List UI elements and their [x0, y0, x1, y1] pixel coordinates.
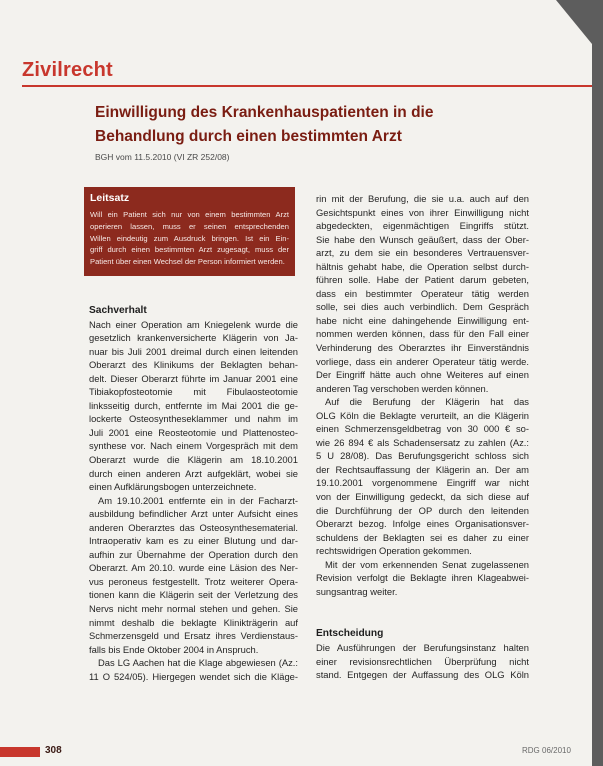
- article-title: [95, 101, 433, 149]
- text-line: von der Einwilligung gedeckt, da sich diese auf: [316, 491, 529, 503]
- paragraph: [89, 318, 298, 494]
- text-line: ausbildung befindlicher Arzt unter Aufsicht eines: [89, 508, 298, 520]
- article-title-line: Einwilligung des Krankenhauspatienten in die: [95, 104, 434, 121]
- text-line: Schmerzensgeld und Ersatz ihres Verdienstaus-: [89, 630, 298, 642]
- paragraph: [316, 192, 529, 395]
- text-line: vorliege, dass ein anderer Operateur tätig werde.: [316, 355, 529, 367]
- text-line: rechtswidrigen Operation gekommen.: [316, 545, 472, 557]
- article-title-line: Behandlung durch einen bestimmten Arzt: [95, 128, 402, 145]
- leitsatz-box: [84, 187, 295, 276]
- section-label: Zivilrecht: [22, 59, 113, 81]
- text-line: Das LG Aachen hat die Klage abgewiesen (Az.:: [98, 657, 298, 669]
- paragraph: [316, 395, 529, 558]
- text-line: anderen Oberarztes das Osteosynthesematerial.: [89, 521, 298, 533]
- text-line: der Rechtsauffassung der Klägerin an. Der am: [316, 463, 529, 475]
- text-line: sungsantrag weiter.: [316, 585, 398, 597]
- text-line: Auf die Berufung der Klägerin hat das: [325, 396, 529, 408]
- left-text-column: [89, 304, 298, 683]
- text-line: Juli 2001 eine Reosteotomie und Plattenosteo-: [89, 426, 298, 438]
- text-line: synthese vor. Nach einem Vorgespräch mit dem: [89, 440, 298, 452]
- text-line: rin mit der Berufung, die sie u.a. auch auf den: [316, 193, 529, 204]
- text-line: Oberarzt. Am 20.10. wurde eine Läsion des Ner-: [89, 562, 298, 574]
- leitsatz-line: operieren lassen, muss er seinen entsprechenden: [90, 221, 289, 231]
- leitsatz-heading: Leitsatz: [90, 192, 130, 204]
- text-line: Oberarzt des Klinikums der Beklagten behan-: [89, 359, 298, 371]
- text-line: Am 19.10.2001 entfernte ein in der Facharzt-: [98, 494, 298, 506]
- text-line: nommen werden können, dass für den Fall einer: [316, 328, 529, 340]
- text-line: Revision verfolgt die Beklagte ihren Klageabwei-: [316, 572, 529, 584]
- text-line: 11 O 524/05). Hiergegen wendet sich die Kläge-: [89, 670, 298, 682]
- text-line: arzt, zu dem sie ein besonderes Vertrauensver-: [316, 247, 529, 259]
- section-divider: [22, 85, 592, 87]
- court-citation: BGH vom 11.5.2010 (VI ZR 252/08): [95, 152, 230, 162]
- text-line: wie 26 894 € als Schadensersatz zu zahlen (Az.:: [316, 436, 529, 448]
- text-line: Tibiakopfosteotomie mit Fibulaosteotomie: [89, 386, 298, 398]
- text-line: Verhinderung des Oberarztes ihr Einverständnis: [316, 342, 529, 354]
- paragraph: [89, 656, 298, 683]
- issue-label: RDG 06/2010: [522, 746, 571, 755]
- text-line: 19.10.2001 vorgenommene Eingriff war nicht: [316, 477, 529, 489]
- text-line: einen Aufklärungsbogen unterzeichnete.: [89, 481, 257, 493]
- text-line: durch einen anderen Arzt aufgeklärt, wobei sie: [89, 467, 298, 479]
- text-line: solle, sei dies auch verbindlich. Dem Gespräch: [316, 301, 529, 313]
- text-line: lockerte Osteosyntheseklammer und nahm im: [89, 413, 298, 425]
- text-line: die Durchführung der OP durch den leitenden: [316, 504, 529, 516]
- leitsatz-line: Will ein Patient sich nur von einem bestimmten Arzt: [90, 210, 289, 219]
- text-line: Mit der vom erkennenden Senat zugelassenen: [325, 558, 529, 570]
- text-line: falls bis Ende Oktober 2004 in Anspruch.: [89, 643, 259, 655]
- text-line: Die Ausführungen der Berufungsinstanz halten: [316, 641, 529, 653]
- text-line: führen solle. Habe der Patient darum gebeten,: [316, 274, 529, 286]
- leitsatz-line: Patient über einen Wechsel der Person informiert werden.: [90, 257, 285, 267]
- paragraph: [89, 494, 298, 657]
- text-line: abgedeckten, eigenmächtigen Eingriffs stützt.: [316, 220, 529, 232]
- text-line: Nervs nicht mehr normal stehen und gehen. Sie: [89, 603, 298, 615]
- right-text-column: [316, 192, 529, 682]
- paragraph: [316, 641, 529, 682]
- text-line: habe nicht eine dahingehende Einwilligung ent-: [316, 314, 529, 326]
- text-line: gesetzlich krankenversicherte Klägerin von Ja-: [89, 332, 298, 344]
- text-line: OLG Köln die Beklagte verurteilt, an die Klägerin: [316, 409, 529, 421]
- text-line: Der Eingriff hätte auch ohne Weiteres auf einen: [316, 369, 529, 381]
- text-line: 5 U 28/08). Das Berufungsgericht schloss sich: [316, 450, 529, 462]
- text-line: Sie habe den Wunsch geäußert, dass der Ober-: [316, 233, 529, 245]
- text-line: schuldens der Beklagten sei es daher zu einer: [316, 531, 529, 543]
- text-line: nuar bis Juli 2001 dreimal durch einen leitenden: [89, 345, 298, 357]
- text-line: vus peroneus festgestellt. Trotz weiterer Opera-: [89, 575, 298, 587]
- leitsatz-line: griff durch einen bestimmten Arzt zugesagt, muss der: [90, 245, 289, 255]
- text-line: anderen Tag verschoben werden können.: [316, 382, 489, 394]
- text-line: Oberarzt bezog. Infolge eines Organisationsver-: [316, 518, 529, 530]
- text-line: tionen kann die Klägerin seit der Verletzung des: [89, 589, 298, 601]
- text-line: stand. Entgegen der Auffassung des OLG Köln: [316, 669, 529, 681]
- text-line: Nach einer Operation am Kniegelenk wurde die: [89, 318, 298, 330]
- text-line: Intraoperativ kam es zu einer Blutung und dar-: [89, 535, 298, 547]
- text-line: Oberarzt wurde die Klägerin am 18.10.2001: [89, 454, 298, 466]
- text-line: aufhin zur Übernahme der Operation durch den: [89, 548, 298, 560]
- section-heading: Sachverhalt: [89, 305, 147, 316]
- page-number: 308: [45, 745, 62, 756]
- text-line: dass ein bestimmter Operateur tätig werden: [316, 287, 529, 299]
- text-line: hältnis gehabt habe, die Operation selbst durch-: [316, 260, 529, 272]
- footer-accent-bar: [0, 747, 40, 757]
- text-line: delt. Dieser Oberarzt führte im Januar 2001 eine: [89, 372, 298, 384]
- text-line: linksseitig durch, entfernte im Mai 2001 die ge-: [89, 399, 298, 411]
- text-line: einer revisionsrechtlichen Überprüfung nicht: [316, 655, 529, 667]
- text-line: nimmt deshalb die beklagte Klinikträgerin auf: [89, 616, 298, 628]
- section-heading: Entscheidung: [316, 628, 384, 640]
- paragraph: [316, 558, 529, 599]
- text-line: Gesichtspunkt eines von ihrer Einwilligung nicht: [316, 206, 529, 218]
- leitsatz-text: [90, 209, 289, 268]
- text-line: einen Schmerzensgeldbetrag von 30 000 € so-: [316, 423, 529, 435]
- leitsatz-line: Willen eindeutig zum Ausdruck bringen. Ist ein Ein-: [90, 233, 289, 243]
